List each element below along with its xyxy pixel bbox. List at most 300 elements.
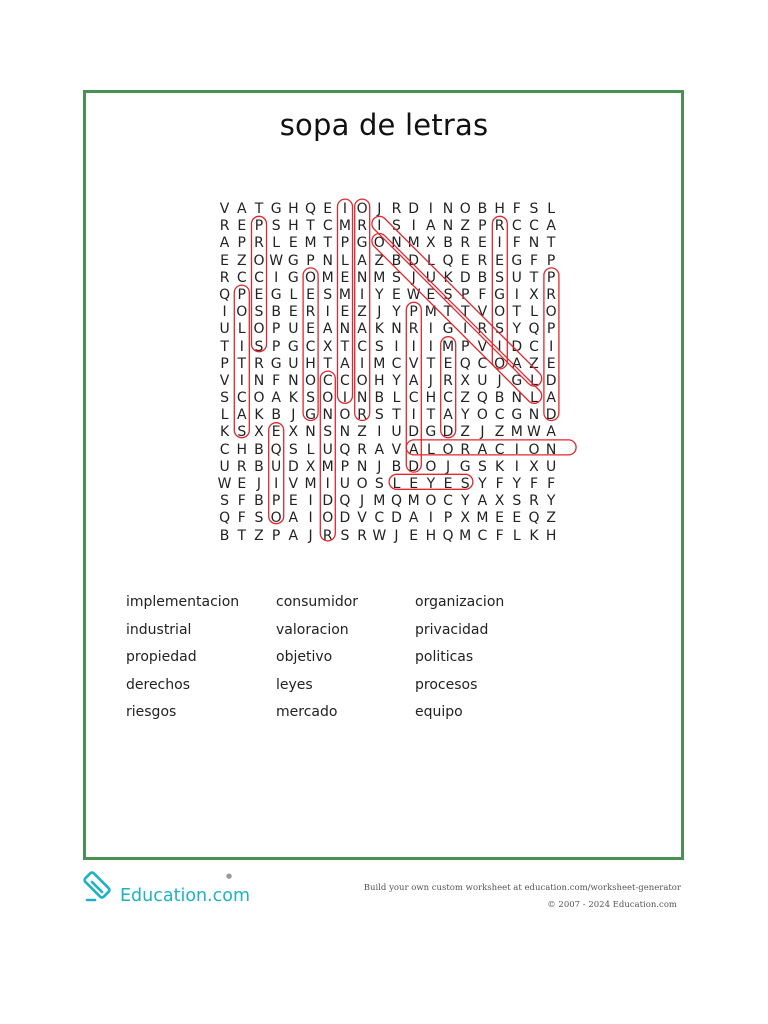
grid-letter[interactable]: P <box>271 338 281 355</box>
grid-letter[interactable]: Q <box>305 201 317 217</box>
grid-letter[interactable]: I <box>497 235 502 252</box>
grid-letter[interactable]: C <box>340 372 350 389</box>
grid-letter[interactable]: U <box>546 458 557 475</box>
grid-letter[interactable]: B <box>494 390 505 407</box>
grid-letter[interactable]: O <box>476 407 488 424</box>
grid-letter[interactable]: N <box>545 441 557 458</box>
grid-letter[interactable]: O <box>442 441 454 458</box>
grid-letter[interactable]: V <box>477 304 488 321</box>
grid-letter[interactable]: R <box>443 372 453 389</box>
grid-letter[interactable]: N <box>288 372 299 389</box>
grid-letter[interactable]: J <box>480 424 485 441</box>
grid-letter[interactable]: E <box>443 476 453 492</box>
grid-letter[interactable]: S <box>495 321 505 338</box>
grid-letter[interactable]: P <box>460 338 470 355</box>
grid-letter[interactable]: Y <box>426 476 436 492</box>
grid-letter[interactable]: M <box>510 424 523 441</box>
grid-letter[interactable]: S <box>392 218 401 235</box>
grid-letter[interactable]: I <box>411 407 416 424</box>
grid-letter[interactable]: S <box>254 338 264 355</box>
grid-letter[interactable]: F <box>529 252 538 269</box>
grid-letter[interactable]: R <box>460 441 471 458</box>
grid-letter[interactable]: A <box>511 355 522 372</box>
grid-letter[interactable]: E <box>477 235 487 252</box>
grid-letter[interactable]: G <box>511 407 523 424</box>
grid-letter[interactable]: I <box>360 286 365 303</box>
grid-letter[interactable]: D <box>322 493 334 510</box>
grid-letter[interactable]: Z <box>460 424 471 441</box>
grid-letter[interactable]: I <box>377 218 382 235</box>
grid-letter[interactable]: S <box>220 493 230 510</box>
grid-letter[interactable]: N <box>356 458 368 475</box>
grid-letter[interactable]: M <box>304 476 317 492</box>
grid-letter[interactable]: N <box>442 218 454 235</box>
grid-letter[interactable]: S <box>374 476 384 492</box>
grid-letter[interactable]: K <box>220 424 230 441</box>
grid-letter[interactable]: L <box>306 441 315 458</box>
grid-letter[interactable]: L <box>530 390 538 407</box>
grid-letter[interactable]: G <box>287 338 299 355</box>
grid-letter[interactable]: H <box>288 218 299 235</box>
grid-letter[interactable]: A <box>219 235 230 252</box>
grid-letter[interactable]: Y <box>392 304 401 321</box>
grid-letter[interactable]: P <box>340 458 350 475</box>
grid-letter[interactable]: V <box>219 372 230 389</box>
grid-letter[interactable]: N <box>528 235 540 252</box>
grid-letter[interactable]: P <box>271 493 281 510</box>
grid-letter[interactable]: M <box>424 304 437 321</box>
grid-letter[interactable]: E <box>495 252 505 269</box>
grid-letter[interactable]: W <box>527 424 541 441</box>
grid-letter[interactable]: H <box>425 390 437 407</box>
grid-letter[interactable]: T <box>460 304 470 321</box>
grid-letter[interactable]: I <box>411 338 416 355</box>
grid-letter[interactable]: O <box>305 269 317 286</box>
grid-letter[interactable]: E <box>426 286 436 303</box>
grid-letter[interactable]: E <box>254 286 264 303</box>
grid-letter[interactable]: C <box>357 338 367 355</box>
grid-letter[interactable]: A <box>546 218 556 235</box>
grid-letter[interactable]: M <box>407 493 420 510</box>
grid-letter[interactable]: S <box>237 424 247 441</box>
grid-letter[interactable]: X <box>322 338 333 355</box>
grid-letter[interactable]: Z <box>254 527 264 544</box>
grid-letter[interactable]: D <box>391 510 402 527</box>
grid-letter[interactable]: E <box>237 218 247 235</box>
grid-letter[interactable]: P <box>271 321 281 338</box>
grid-letter[interactable]: F <box>512 235 521 252</box>
grid-letter[interactable]: M <box>441 338 455 355</box>
grid-letter[interactable]: A <box>357 252 367 269</box>
grid-letter[interactable]: C <box>408 390 419 407</box>
grid-letter[interactable]: Z <box>460 390 471 407</box>
grid-letter[interactable]: P <box>546 321 556 338</box>
grid-letter[interactable]: E <box>443 355 453 372</box>
grid-letter[interactable]: G <box>287 269 299 286</box>
grid-letter[interactable]: U <box>219 321 230 338</box>
grid-letter[interactable]: P <box>340 235 350 252</box>
grid-letter[interactable]: W <box>269 252 284 269</box>
grid-letter[interactable]: E <box>495 510 505 527</box>
grid-letter[interactable]: O <box>305 372 317 389</box>
grid-letter[interactable]: K <box>254 407 264 424</box>
grid-letter[interactable]: F <box>495 476 504 492</box>
grid-letter[interactable]: O <box>494 304 506 321</box>
grid-letter[interactable]: N <box>442 201 454 217</box>
grid-letter[interactable]: S <box>460 476 470 492</box>
grid-letter[interactable]: E <box>306 286 315 303</box>
grid-letter[interactable]: A <box>477 493 488 510</box>
grid-letter[interactable]: O <box>253 321 265 338</box>
grid-letter[interactable]: T <box>443 304 453 321</box>
grid-letter[interactable]: G <box>425 424 437 441</box>
grid-letter[interactable]: B <box>271 407 281 424</box>
grid-letter[interactable]: I <box>360 355 365 372</box>
grid-letter[interactable]: Q <box>219 510 231 527</box>
grid-letter[interactable]: L <box>272 235 281 252</box>
grid-letter[interactable]: H <box>425 527 437 544</box>
grid-letter[interactable]: R <box>305 304 316 321</box>
grid-letter[interactable]: R <box>254 235 264 252</box>
grid-letter[interactable]: P <box>271 527 281 544</box>
grid-letter[interactable]: O <box>425 458 437 475</box>
grid-letter[interactable]: O <box>356 476 368 492</box>
grid-letter[interactable]: C <box>494 407 505 424</box>
grid-letter[interactable]: N <box>391 235 402 252</box>
grid-letter[interactable]: J <box>445 458 451 475</box>
grid-letter[interactable]: E <box>306 321 315 338</box>
grid-letter[interactable]: E <box>288 235 298 252</box>
grid-letter[interactable]: T <box>426 355 436 372</box>
grid-letter[interactable]: U <box>339 476 351 492</box>
grid-letter[interactable]: I <box>428 338 433 355</box>
grid-letter[interactable]: X <box>288 424 299 441</box>
grid-letter[interactable]: U <box>322 441 333 458</box>
grid-letter[interactable]: Q <box>270 441 282 458</box>
grid-letter[interactable]: L <box>426 252 435 269</box>
grid-letter[interactable]: E <box>340 304 350 321</box>
grid-letter[interactable]: F <box>272 372 281 389</box>
grid-letter[interactable]: U <box>271 458 282 475</box>
grid-letter[interactable]: S <box>220 390 230 407</box>
grid-letter[interactable]: X <box>529 458 539 475</box>
grid-letter[interactable]: H <box>288 201 299 217</box>
grid-letter[interactable]: N <box>322 252 333 269</box>
grid-letter[interactable]: I <box>394 338 399 355</box>
grid-letter[interactable]: X <box>426 235 436 252</box>
grid-letter[interactable]: R <box>408 321 419 338</box>
grid-letter[interactable]: A <box>374 441 385 458</box>
grid-letter[interactable]: T <box>306 218 315 235</box>
grid-letter[interactable]: Q <box>219 286 231 303</box>
grid-letter[interactable]: Q <box>459 355 471 372</box>
grid-letter[interactable]: N <box>528 407 540 424</box>
grid-letter[interactable]: Z <box>529 355 539 372</box>
grid-letter[interactable]: A <box>546 424 556 441</box>
grid-letter[interactable]: M <box>373 355 386 372</box>
grid-letter[interactable]: O <box>270 510 282 527</box>
grid-letter[interactable]: U <box>425 269 436 286</box>
grid-letter[interactable]: U <box>288 355 299 372</box>
grid-letter[interactable]: L <box>530 372 538 389</box>
grid-letter[interactable]: S <box>288 441 298 458</box>
grid-letter[interactable]: C <box>477 355 488 372</box>
grid-letter[interactable]: Z <box>494 424 505 441</box>
grid-letter[interactable]: N <box>356 390 368 407</box>
grid-letter[interactable]: N <box>305 424 316 441</box>
grid-letter[interactable]: X <box>305 458 316 475</box>
grid-letter[interactable]: I <box>514 458 519 475</box>
grid-letter[interactable]: R <box>254 355 264 372</box>
grid-letter[interactable]: F <box>237 510 246 527</box>
grid-letter[interactable]: O <box>356 372 368 389</box>
grid-letter[interactable]: R <box>219 269 230 286</box>
grid-letter[interactable]: Y <box>392 372 401 389</box>
grid-letter[interactable]: Q <box>390 493 402 510</box>
grid-letter[interactable]: O <box>528 441 540 458</box>
grid-letter[interactable]: L <box>426 441 435 458</box>
grid-letter[interactable]: C <box>443 493 453 510</box>
grid-letter[interactable]: A <box>546 390 556 407</box>
grid-letter[interactable]: O <box>373 235 385 252</box>
grid-letter[interactable]: S <box>254 304 264 321</box>
grid-letter[interactable]: D <box>408 458 420 475</box>
grid-letter[interactable]: X <box>460 372 471 389</box>
grid-letter[interactable]: I <box>377 424 382 441</box>
grid-letter[interactable]: B <box>391 458 402 475</box>
grid-letter[interactable]: Q <box>339 441 351 458</box>
grid-letter[interactable]: C <box>391 355 402 372</box>
grid-letter[interactable]: T <box>254 201 264 217</box>
grid-letter[interactable]: I <box>497 338 502 355</box>
footer-link-text[interactable]: Build your own custom worksheet at education.com/worksheet-generator <box>363 883 681 893</box>
grid-letter[interactable]: E <box>460 252 470 269</box>
grid-letter[interactable]: N <box>339 424 351 441</box>
grid-letter[interactable]: A <box>271 390 281 407</box>
grid-letter[interactable]: W <box>372 527 387 544</box>
grid-letter[interactable]: Q <box>339 493 351 510</box>
grid-letter[interactable]: H <box>236 441 248 458</box>
grid-letter[interactable]: X <box>254 424 264 441</box>
grid-letter[interactable]: I <box>325 304 330 321</box>
grid-letter[interactable]: O <box>322 510 334 527</box>
grid-letter[interactable]: D <box>459 269 471 286</box>
grid-letter[interactable]: S <box>374 338 384 355</box>
grid-letter[interactable]: Y <box>512 321 522 338</box>
grid-letter[interactable]: L <box>289 286 298 303</box>
grid-letter[interactable]: M <box>338 286 351 303</box>
grid-letter[interactable]: F <box>547 476 556 492</box>
grid-letter[interactable]: E <box>288 304 298 321</box>
grid-letter[interactable]: L <box>392 390 401 407</box>
grid-letter[interactable]: G <box>459 458 471 475</box>
grid-letter[interactable]: D <box>287 458 299 475</box>
grid-letter[interactable]: X <box>494 493 505 510</box>
grid-letter[interactable]: C <box>443 390 453 407</box>
grid-letter[interactable]: K <box>288 390 298 407</box>
grid-letter[interactable]: K <box>374 321 384 338</box>
grid-letter[interactable]: C <box>236 269 247 286</box>
grid-letter[interactable]: W <box>406 286 421 303</box>
grid-letter[interactable]: P <box>460 286 470 303</box>
grid-letter[interactable]: U <box>219 458 230 475</box>
grid-letter[interactable]: B <box>254 458 264 475</box>
grid-letter[interactable]: T <box>323 235 332 252</box>
grid-letter[interactable]: T <box>392 407 401 424</box>
grid-letter[interactable]: H <box>374 372 385 389</box>
grid-letter[interactable]: M <box>321 458 334 475</box>
grid-letter[interactable]: R <box>357 218 367 235</box>
grid-letter[interactable]: G <box>270 201 282 217</box>
grid-letter[interactable]: S <box>529 201 539 217</box>
grid-letter[interactable]: F <box>512 201 521 217</box>
grid-letter[interactable]: P <box>478 218 487 235</box>
grid-letter[interactable]: Z <box>357 304 367 321</box>
grid-letter[interactable]: I <box>428 321 433 338</box>
grid-letter[interactable]: C <box>322 372 333 389</box>
grid-letter[interactable]: I <box>308 493 313 510</box>
grid-letter[interactable]: T <box>323 355 332 372</box>
grid-letter[interactable]: V <box>391 441 402 458</box>
grid-letter[interactable]: N <box>322 407 333 424</box>
grid-letter[interactable]: D <box>408 201 420 217</box>
grid-letter[interactable]: M <box>321 269 334 286</box>
grid-letter[interactable]: O <box>322 390 334 407</box>
grid-letter[interactable]: D <box>408 252 420 269</box>
grid-letter[interactable]: J <box>291 407 296 424</box>
grid-letter[interactable]: O <box>459 201 471 217</box>
grid-letter[interactable]: D <box>545 372 557 389</box>
grid-letter[interactable]: T <box>220 338 229 355</box>
grid-letter[interactable]: L <box>392 476 401 492</box>
grid-letter[interactable]: O <box>425 493 437 510</box>
grid-letter[interactable]: I <box>411 218 416 235</box>
grid-letter[interactable]: V <box>219 201 230 217</box>
grid-letter[interactable]: E <box>409 527 419 544</box>
grid-letter[interactable]: E <box>271 424 281 441</box>
grid-letter[interactable]: O <box>339 407 351 424</box>
grid-letter[interactable]: A <box>408 441 419 458</box>
grid-letter[interactable]: I <box>325 476 330 492</box>
grid-letter[interactable]: Q <box>442 527 454 544</box>
grid-letter[interactable]: I <box>428 510 433 527</box>
grid-letter[interactable]: G <box>494 286 506 303</box>
grid-letter[interactable]: K <box>443 269 453 286</box>
grid-letter[interactable]: K <box>495 458 505 475</box>
grid-letter[interactable]: C <box>529 218 539 235</box>
grid-letter[interactable]: Z <box>374 252 385 269</box>
grid-letter[interactable]: C <box>477 527 488 544</box>
grid-letter[interactable]: X <box>460 510 471 527</box>
grid-letter[interactable]: P <box>237 235 246 252</box>
grid-letter[interactable]: M <box>407 235 420 252</box>
grid-letter[interactable]: M <box>304 235 317 252</box>
grid-letter[interactable]: C <box>322 218 333 235</box>
grid-letter[interactable]: B <box>254 493 264 510</box>
grid-letter[interactable]: S <box>392 269 401 286</box>
grid-letter[interactable]: R <box>477 321 488 338</box>
grid-letter[interactable]: I <box>342 390 347 407</box>
grid-letter[interactable]: L <box>547 201 556 217</box>
grid-letter[interactable]: A <box>477 441 488 458</box>
grid-letter[interactable]: D <box>442 424 454 441</box>
grid-letter[interactable]: Y <box>546 493 556 510</box>
grid-letter[interactable]: N <box>356 269 368 286</box>
grid-letter[interactable]: R <box>236 458 247 475</box>
grid-letter[interactable]: H <box>545 527 557 544</box>
grid-letter[interactable]: A <box>340 355 350 372</box>
grid-letter[interactable]: G <box>356 235 368 252</box>
grid-letter[interactable]: J <box>497 372 502 389</box>
grid-letter[interactable]: R <box>529 493 539 510</box>
grid-letter[interactable]: C <box>236 390 247 407</box>
grid-letter[interactable]: Y <box>512 476 522 492</box>
grid-letter[interactable]: J <box>360 493 365 510</box>
grid-letter[interactable]: G <box>511 372 523 389</box>
grid-letter[interactable]: T <box>529 269 539 286</box>
grid-letter[interactable]: E <box>237 476 247 492</box>
grid-letter[interactable]: B <box>443 235 453 252</box>
grid-letter[interactable]: R <box>357 441 367 458</box>
grid-letter[interactable]: G <box>442 321 454 338</box>
grid-letter[interactable]: B <box>219 527 230 544</box>
grid-letter[interactable]: O <box>545 304 557 321</box>
grid-letter[interactable]: U <box>391 424 402 441</box>
grid-letter[interactable]: G <box>270 355 282 372</box>
grid-letter[interactable]: R <box>357 527 367 544</box>
grid-letter[interactable]: B <box>391 252 402 269</box>
grid-letter[interactable]: Q <box>476 390 488 407</box>
grid-letter[interactable]: Y <box>460 493 470 510</box>
grid-letter[interactable]: M <box>373 493 386 510</box>
grid-letter[interactable]: Y <box>375 286 384 303</box>
grid-letter[interactable]: A <box>322 321 333 338</box>
grid-letter[interactable]: U <box>477 372 488 389</box>
grid-letter[interactable]: N <box>511 390 523 407</box>
grid-letter[interactable]: Z <box>236 252 247 269</box>
grid-letter[interactable]: B <box>271 304 281 321</box>
grid-letter[interactable]: I <box>239 338 244 355</box>
grid-letter[interactable]: S <box>306 390 315 407</box>
grid-letter[interactable]: N <box>339 321 351 338</box>
grid-letter[interactable]: P <box>306 252 315 269</box>
grid-letter[interactable]: A <box>426 218 436 235</box>
grid-letter[interactable]: J <box>256 476 262 492</box>
grid-letter[interactable]: V <box>357 510 367 527</box>
grid-letter[interactable]: E <box>392 286 401 303</box>
grid-letter[interactable]: R <box>219 218 230 235</box>
grid-letter[interactable]: N <box>391 321 402 338</box>
grid-letter[interactable]: T <box>512 304 522 321</box>
grid-letter[interactable]: M <box>338 218 351 235</box>
grid-letter[interactable]: I <box>514 286 519 303</box>
grid-letter[interactable]: I <box>222 304 227 321</box>
grid-letter[interactable]: C <box>529 338 539 355</box>
grid-letter[interactable]: P <box>546 269 556 286</box>
grid-letter[interactable]: J <box>428 372 433 389</box>
grid-letter[interactable]: B <box>477 201 488 217</box>
grid-letter[interactable]: Z <box>460 218 471 235</box>
grid-letter[interactable]: I <box>239 372 244 389</box>
grid-letter[interactable]: S <box>323 424 333 441</box>
grid-letter[interactable]: R <box>477 252 488 269</box>
grid-letter[interactable]: F <box>478 286 487 303</box>
grid-letter[interactable]: S <box>254 510 264 527</box>
grid-letter[interactable]: C <box>374 510 385 527</box>
grid-letter[interactable]: O <box>253 390 265 407</box>
grid-letter[interactable]: T <box>237 355 247 372</box>
grid-letter[interactable]: H <box>305 355 316 372</box>
